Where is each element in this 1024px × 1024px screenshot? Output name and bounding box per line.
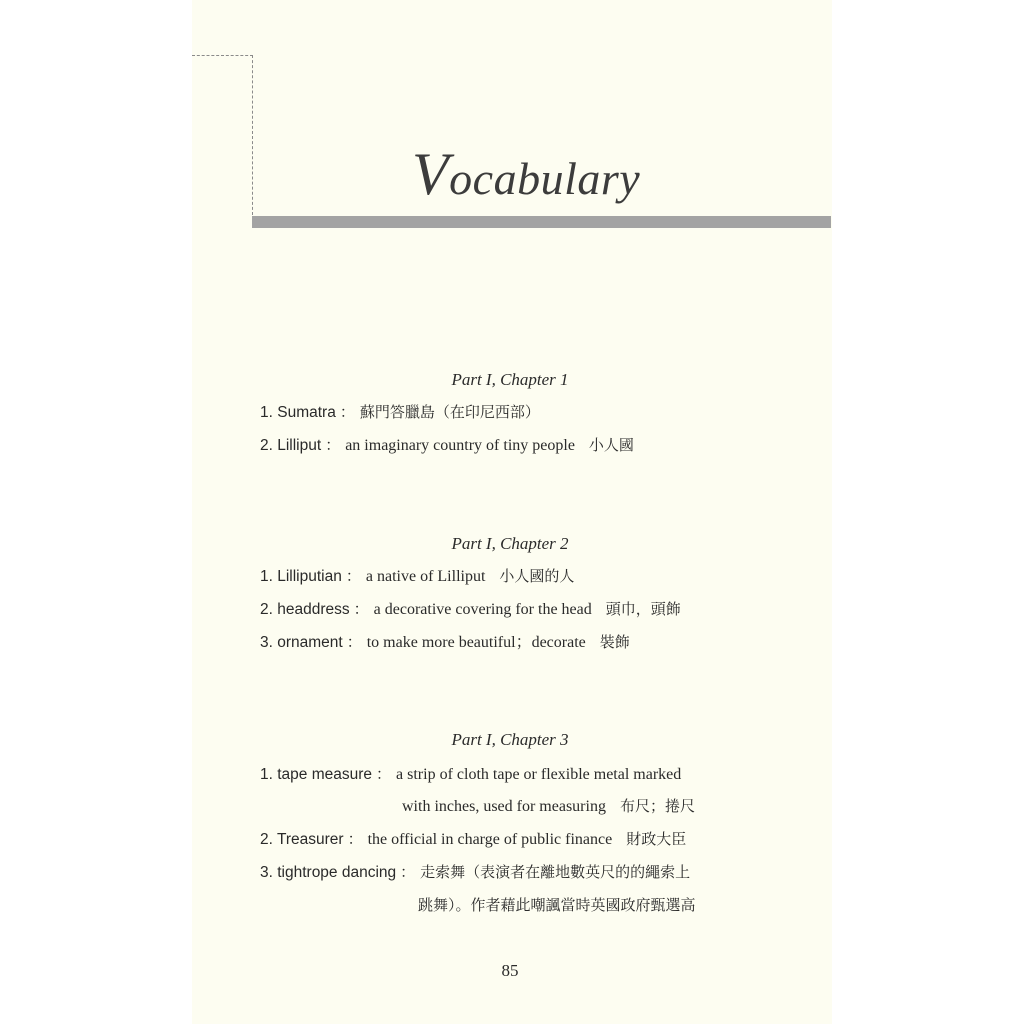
- vocab-entry-continuation: [402, 796, 695, 817]
- definition: a native of Lilliput: [365, 568, 486, 585]
- chinese-gloss: 蘇門答臘島（在印尼西部）: [359, 403, 540, 421]
- section-heading: Part I, Chapter 3: [451, 730, 569, 749]
- vocab-entry: [260, 829, 686, 850]
- vocab-term: 3. tightrope dancing: [260, 864, 397, 881]
- definition: the official in charge of public finance: [367, 831, 613, 848]
- definition-continued: with inches, used for measuring: [402, 798, 606, 815]
- vocab-term: 3. ornament: [260, 634, 343, 651]
- definition: a decorative covering for the head: [373, 601, 592, 618]
- vocab-entry: [260, 862, 690, 883]
- chinese-gloss-continued: 跳舞）。作者藉此嘲諷當時英國政府甄選高: [418, 896, 696, 914]
- definition: to make more beautiful；decorate: [366, 634, 586, 651]
- vocab-term: 1. Sumatra: [260, 404, 336, 421]
- vocab-entry: [260, 402, 540, 423]
- vocab-term: 2. Lilliput: [260, 437, 322, 454]
- chinese-gloss: 布尺；捲尺: [619, 797, 695, 815]
- page-title: [412, 140, 640, 209]
- chinese-gloss: 走索舞（表演者在離地數英尺的的繩索上: [420, 863, 691, 881]
- vocab-entry: [260, 599, 681, 620]
- vocab-term: 2. Treasurer: [260, 831, 344, 848]
- colon: ：: [339, 403, 355, 421]
- colon: ：: [346, 633, 362, 651]
- vocab-term: 2. headdress: [260, 601, 350, 618]
- dashed-frame-side: [252, 55, 253, 215]
- chinese-gloss: 裝飾: [599, 633, 630, 651]
- vocab-entry: [260, 435, 634, 456]
- title-rest: ocabulary: [449, 153, 641, 204]
- vocab-term: 1. tape measure: [260, 766, 373, 783]
- title-underline-bar: [252, 216, 831, 228]
- colon: ：: [325, 436, 341, 454]
- vocab-term: 1. Lilliputian: [260, 568, 342, 585]
- colon: ：: [400, 863, 416, 881]
- page-number: 85: [501, 961, 519, 980]
- chinese-gloss: 小人國的人: [499, 567, 575, 585]
- vocab-entry: [260, 764, 681, 785]
- section-heading: Part I, Chapter 1: [451, 370, 569, 389]
- vocab-entry: [260, 566, 574, 587]
- section-heading: Part I, Chapter 2: [451, 534, 569, 553]
- vocab-entry-continuation: [418, 895, 696, 916]
- colon: ：: [345, 567, 361, 585]
- definition: an imaginary country of tiny people: [345, 437, 575, 454]
- title-initial: V: [412, 141, 450, 207]
- definition: a strip of cloth tape or flexible metal marked: [396, 766, 682, 783]
- chinese-gloss: 小人國: [588, 436, 634, 454]
- dashed-frame-top: [192, 55, 253, 56]
- vocab-entry: [260, 632, 630, 653]
- chinese-gloss: 頭巾，頭飾: [605, 600, 681, 618]
- colon: ：: [376, 765, 392, 783]
- colon: ：: [347, 830, 363, 848]
- colon: ：: [353, 600, 369, 618]
- chinese-gloss: 財政大臣: [626, 830, 687, 848]
